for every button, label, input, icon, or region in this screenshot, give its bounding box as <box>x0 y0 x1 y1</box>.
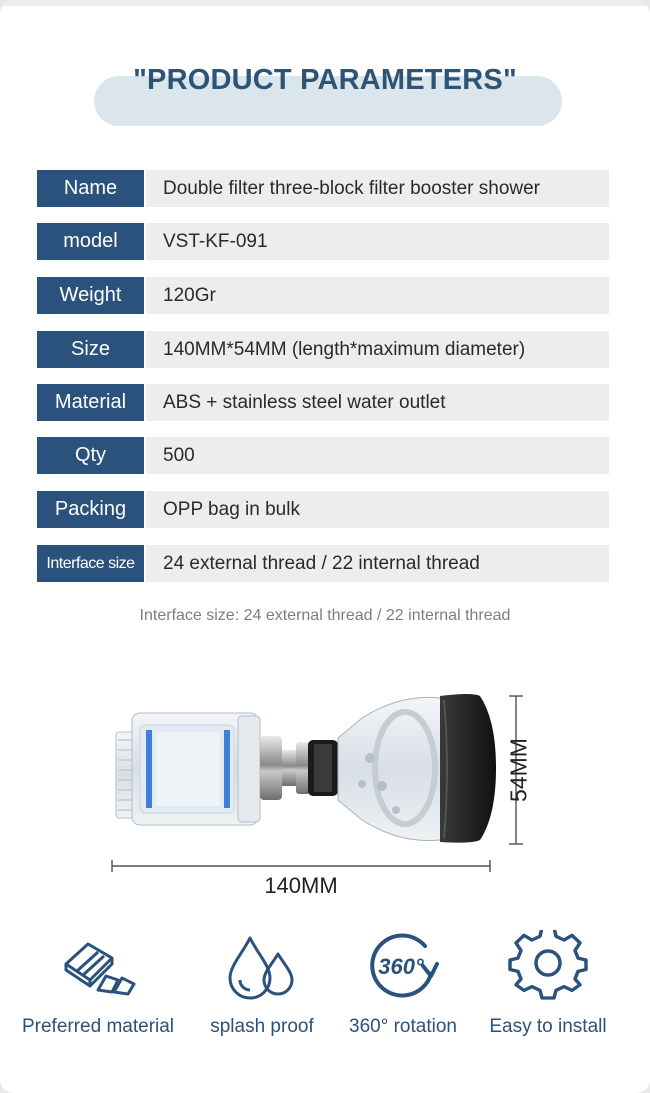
param-value: OPP bag in bulk <box>146 491 609 528</box>
param-key: Name <box>37 170 144 207</box>
param-value: 500 <box>146 437 609 474</box>
param-key: Packing <box>37 491 144 528</box>
feature-preferred-material <box>18 930 178 1038</box>
feature-easy-to-install <box>468 930 628 1038</box>
param-key: Interface size <box>37 545 144 582</box>
feature-label: 360° rotation <box>349 1016 457 1037</box>
param-value: ABS + stainless steel water outlet <box>146 384 609 421</box>
feature-label: Preferred material <box>21 1016 175 1037</box>
param-value: Double filter three-block filter booster shower <box>146 170 609 207</box>
param-key: model <box>37 223 144 260</box>
page-title: "PRODUCT PARAMETERS" <box>133 64 517 96</box>
material-blocks-icon <box>58 930 138 1002</box>
water-drops-icon <box>222 930 302 1002</box>
feature-label: Easy to install <box>489 1016 607 1037</box>
param-value: 140MM*54MM (length*maximum diameter) <box>146 331 609 368</box>
param-key: Qty <box>37 437 144 474</box>
height-dimension-label: 54MM <box>505 738 532 802</box>
feature-label: splash proof <box>210 1016 314 1037</box>
param-row-size <box>37 331 609 368</box>
feature-splash-proof <box>182 930 342 1038</box>
interface-caption: Interface size: 24 external thread / 22 internal thread <box>139 607 511 624</box>
top-bar <box>0 0 650 6</box>
param-row-qty <box>37 437 609 474</box>
param-row-weight <box>37 277 609 314</box>
param-row-material <box>37 384 609 421</box>
param-key: Size <box>37 331 144 368</box>
rotation-360-icon <box>363 930 443 1002</box>
param-value: 120Gr <box>146 277 609 314</box>
param-row-model <box>37 223 609 260</box>
param-row-interface-size <box>37 545 609 582</box>
product-illustration <box>100 680 540 900</box>
length-dimension-label: 140MM <box>264 873 338 898</box>
feature-360-rotation <box>323 930 483 1038</box>
rotation-icon-text: 360° <box>378 954 424 979</box>
gear-icon <box>508 930 588 1002</box>
param-value: VST-KF-091 <box>146 223 609 260</box>
param-key: Weight <box>37 277 144 314</box>
param-key: Material <box>37 384 144 421</box>
param-row-packing <box>37 491 609 528</box>
param-value: 24 external thread / 22 internal thread <box>146 545 609 582</box>
param-row-name <box>37 170 609 207</box>
